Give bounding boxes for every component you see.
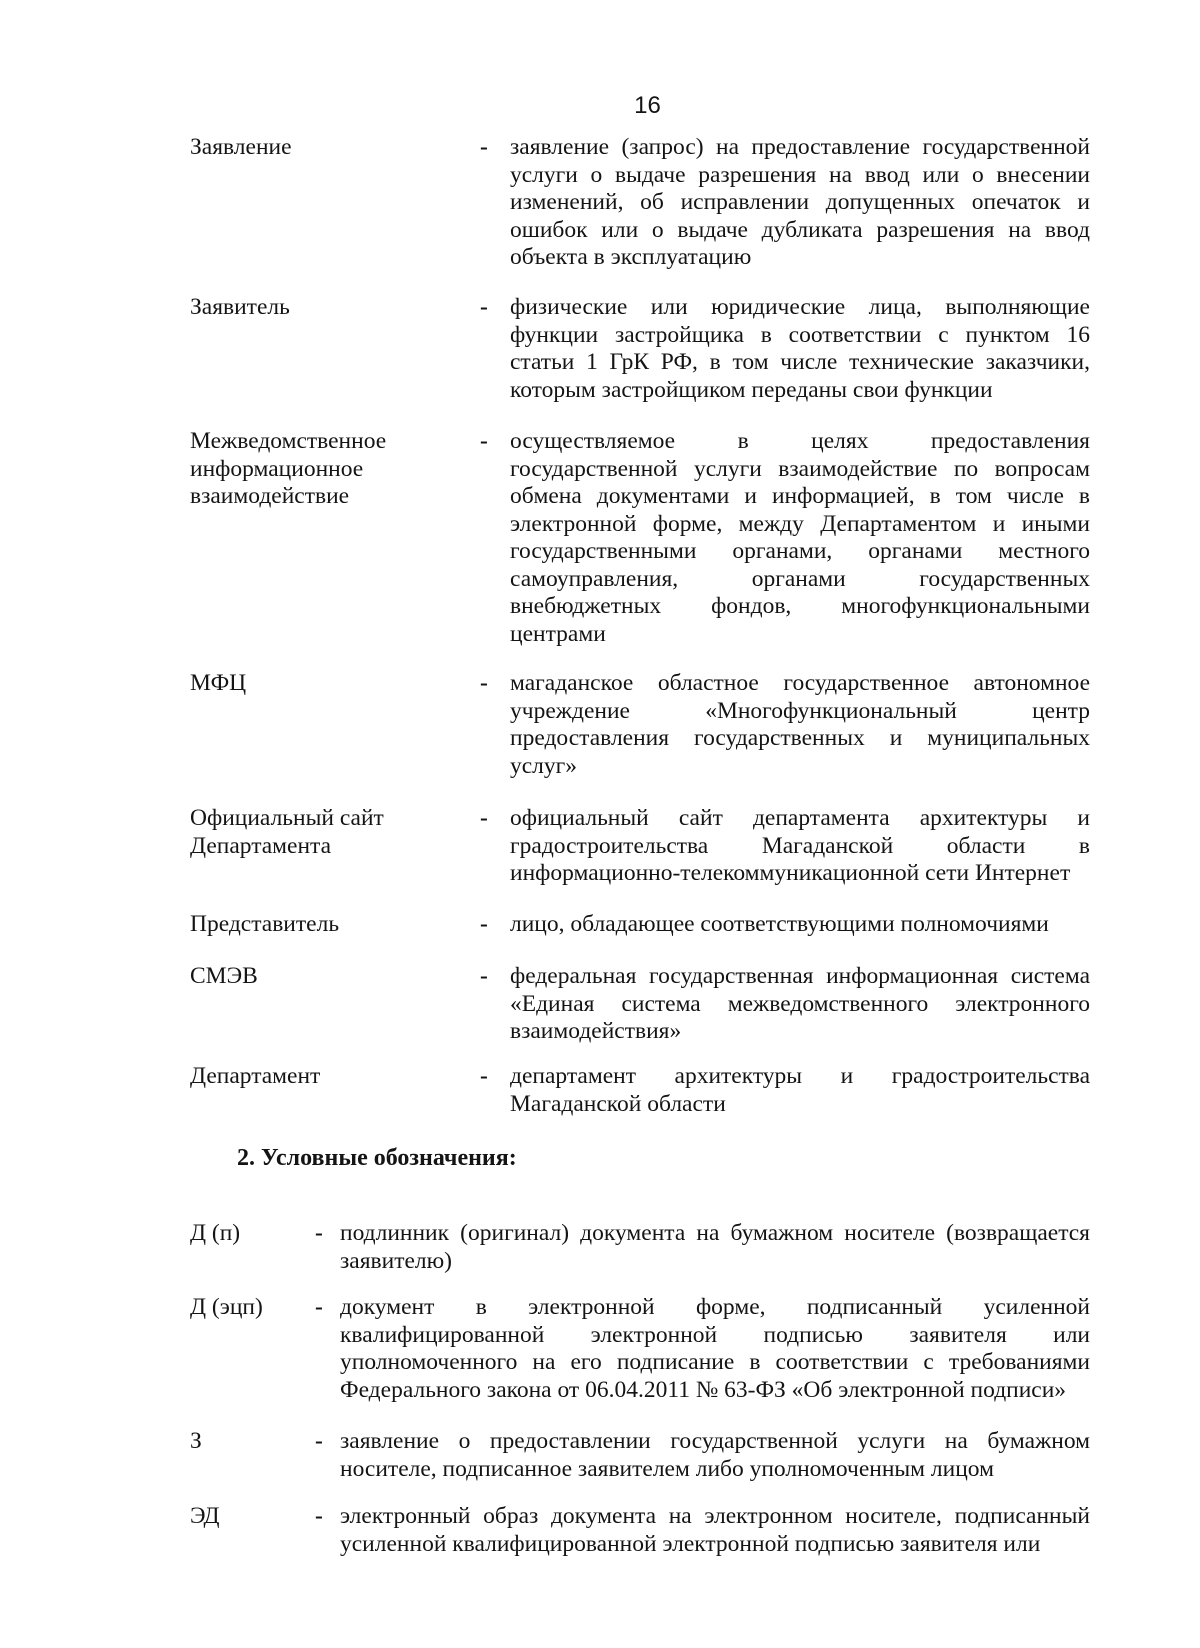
term-definition: заявление (запрос) на предоставление государственной услуги о выдаче разрешения на ввод или о внесении изменений, об исправлении допущенных опечаток и ошибок или о выдаче дубликата разрешения на ввод объекта в эксплуатацию xyxy=(510,134,1090,270)
term-label: Официальный сайт Департамента xyxy=(190,805,384,859)
notation-abbr: Д (п) xyxy=(190,1220,241,1246)
notation-dash: - xyxy=(315,1428,323,1454)
term-dash: - xyxy=(480,294,488,320)
term-definition: лицо, обладающее соответствующими полномочиями xyxy=(510,911,1049,937)
term-label: МФЦ xyxy=(190,670,247,696)
term-definition: магаданское областное государственное автономное учреждение «Многофункциональный центр предоставления государственных и муниципальных услуг» xyxy=(510,670,1090,779)
term-definition: федеральная государственная информационная система «Единая система межведомственного электронного взаимодействия» xyxy=(510,963,1090,1044)
term-label: СМЭВ xyxy=(190,963,258,989)
notation-definition: заявление о предоставлении государственной услуги на бумажном носителе, подписанное заявителем либо уполномоченным лицом xyxy=(340,1428,1090,1482)
notation-abbr: ЭД xyxy=(190,1503,220,1529)
term-label: Заявитель xyxy=(190,294,290,320)
notation-dash: - xyxy=(315,1294,323,1320)
term-label: Департамент xyxy=(190,1063,321,1089)
term-definition: осуществляемое в целях предоставления государственной услуги взаимодействие по вопросам обмена документами и информацией, в том числе в электронной форме, между Департаментом и иными государственными органами, органами местного самоуправления, органами государственных внебюджетных фондов, многофункциональными центрами xyxy=(510,428,1090,647)
term-definition: департамент архитектуры и градостроительства Магаданской области xyxy=(510,1063,1090,1117)
notation-abbr: З xyxy=(190,1428,202,1454)
notation-definition: документ в электронной форме, подписанный усиленной квалифицированной электронной подписью заявителя или уполномоченного на его подписание в соответствии с требованиями Федерального закона от 06.04.2011 № 63-ФЗ «Об электронной подписи» xyxy=(340,1294,1090,1403)
notation-definition: электронный образ документа на электронном носителе, подписанный усиленной квалифицированной электронной подписью заявителя или xyxy=(340,1503,1090,1557)
notation-definition: подлинник (оригинал) документа на бумажном носителе (возвращается заявителю) xyxy=(340,1220,1090,1274)
term-label: Межведомственное информационное взаимодействие xyxy=(190,428,387,509)
term-dash: - xyxy=(480,428,488,454)
term-dash: - xyxy=(480,963,488,989)
page-number: 16 xyxy=(634,92,661,119)
term-dash: - xyxy=(480,1063,488,1089)
term-label: Заявление xyxy=(190,134,292,160)
notation-dash: - xyxy=(315,1220,323,1246)
term-dash: - xyxy=(480,134,488,160)
notation-dash: - xyxy=(315,1503,323,1529)
section-heading: 2. Условные обозначения: xyxy=(237,1145,517,1171)
term-dash: - xyxy=(480,805,488,831)
term-dash: - xyxy=(480,670,488,696)
term-definition: официальный сайт департамента архитектуры и градостроительства Магаданской области в информационно-телекоммуникационной сети Интернет xyxy=(510,805,1090,886)
term-label: Представитель xyxy=(190,911,340,937)
notation-abbr: Д (эцп) xyxy=(190,1294,263,1320)
term-dash: - xyxy=(480,911,488,937)
term-definition: физические или юридические лица, выполняющие функции застройщика в соответствии с пунктом 16 статьи 1 ГрК РФ, в том числе технические заказчики, которым застройщиком переданы свои функции xyxy=(510,294,1090,403)
